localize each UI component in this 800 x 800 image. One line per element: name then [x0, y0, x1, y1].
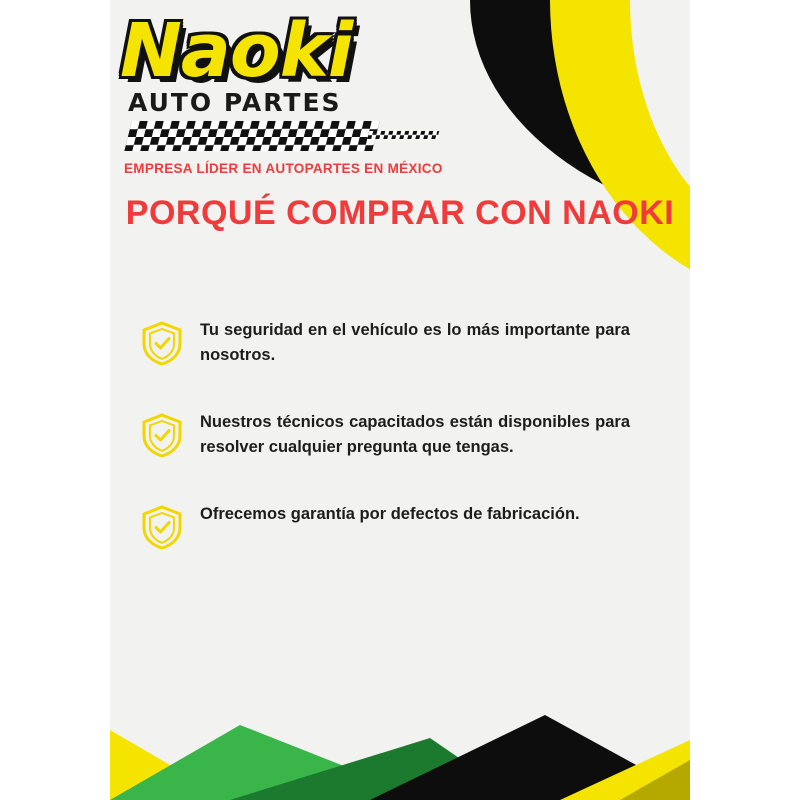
- list-item: [140, 502, 650, 550]
- bottom-decoration: [0, 620, 800, 800]
- benefit-text: Tu seguridad en el vehículo es lo más importante para nosotros.: [200, 321, 630, 364]
- shield-check-icon: [140, 320, 184, 366]
- logo: [110, 8, 690, 176]
- brand-header: [110, 0, 690, 176]
- page-margin-left: [0, 0, 110, 800]
- benefit-text: Nuestros técnicos capacitados están disponibles para resolver cualquier pregunta que tengas.: [200, 413, 630, 456]
- benefits-list: [140, 318, 650, 592]
- checker-flag-graphic: [124, 121, 379, 151]
- shield-check-icon: [140, 504, 184, 550]
- checker-flag-tail: [367, 131, 439, 139]
- shield-check-icon: [140, 412, 184, 458]
- page-margin-right: [690, 0, 800, 800]
- brand-name: Naoki: [120, 8, 353, 94]
- brand-subtitle: AUTO PARTES: [128, 88, 342, 117]
- brand-tagline: EMPRESA LÍDER EN AUTOPARTES EN MÉXICO: [124, 161, 443, 176]
- page-title: PORQUÉ COMPRAR CON NAOKI: [125, 194, 675, 232]
- list-item: [140, 318, 650, 368]
- list-item: [140, 410, 650, 460]
- benefit-text: Ofrecemos garantía por defectos de fabricación.: [200, 505, 580, 523]
